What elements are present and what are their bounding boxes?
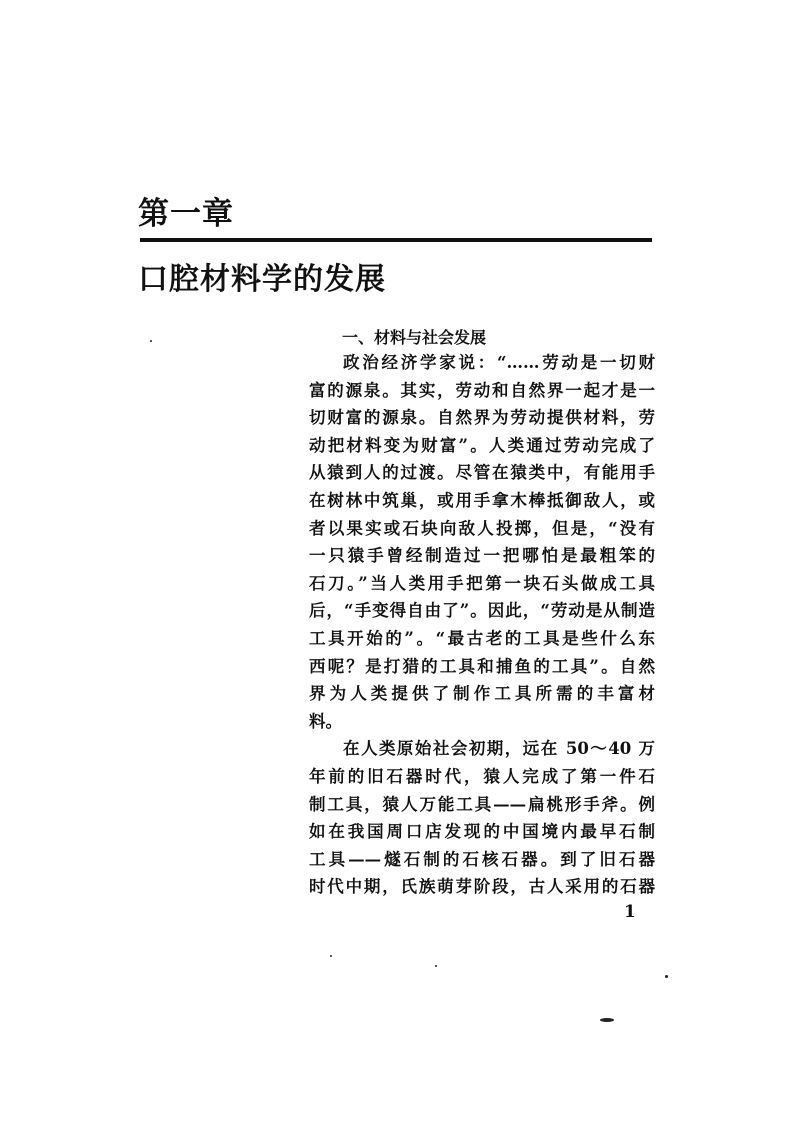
scan-speck	[600, 1018, 614, 1022]
body-line: 如在我国周口店发现的中国境内最早石制	[309, 822, 655, 842]
body-line: 政治经济学家说：“……劳动是一切财	[343, 353, 655, 372]
body-line: 后，“手变得自由了”。因此，“劳动是从制造	[309, 601, 655, 621]
scan-speck	[665, 975, 668, 978]
scan-speck	[435, 965, 437, 967]
body-line: 在树林中筑巢，或用手拿木棒抵御敌人，或	[309, 490, 655, 510]
body-line: 一只猿手曾经制造过一把哪怕是最粗笨的	[309, 546, 655, 566]
chapter-title: 口腔材料学的发展	[138, 262, 386, 297]
body-line: 富的源泉。其实，劳动和自然界一起才是一	[309, 380, 655, 400]
body-line: 在人类原始社会初期，远在 50～40 万	[343, 739, 655, 759]
page-number: 1	[624, 902, 636, 922]
scan-speck	[150, 340, 152, 342]
body-line: 年前的旧石器时代，猿人完成了第一件石	[309, 766, 655, 786]
section-heading: 一、材料与社会发展	[342, 328, 487, 347]
chapter-number: 第一章	[138, 196, 234, 232]
body-line: 西呢？是打猎的工具和捕鱼的工具”。自然	[309, 656, 655, 676]
body-line: 从猿到人的过渡。尽管在猿类中，有能用手	[309, 463, 655, 483]
body-line: 工具开始的”。“最古老的工具是些什么东	[309, 628, 655, 648]
chapter-rule	[140, 238, 652, 242]
body-line: 制工具，猿人万能工具——扁桃形手斧。例	[309, 794, 655, 814]
body-line: 界为人类提供了制作工具所需的丰富材	[309, 684, 655, 704]
body-text	[309, 349, 655, 901]
body-line: 动把材料变为财富”。人类通过劳动完成了	[309, 435, 655, 455]
body-line: 时代中期，氏族萌芽阶段，古人采用的石器	[309, 877, 655, 897]
body-line: 工具——燧石制的石核石器。到了旧石器	[309, 849, 655, 869]
body-line: 切财富的源泉。自然界为劳动提供材料，劳	[309, 408, 655, 428]
scan-speck	[330, 955, 332, 957]
body-line: 石刀。”当人类用手把第一块石头做成工具	[309, 573, 655, 593]
body-line: 者以果实或石块向敌人投掷，但是，“没有	[309, 518, 655, 538]
body-line: 料。	[309, 711, 342, 731]
